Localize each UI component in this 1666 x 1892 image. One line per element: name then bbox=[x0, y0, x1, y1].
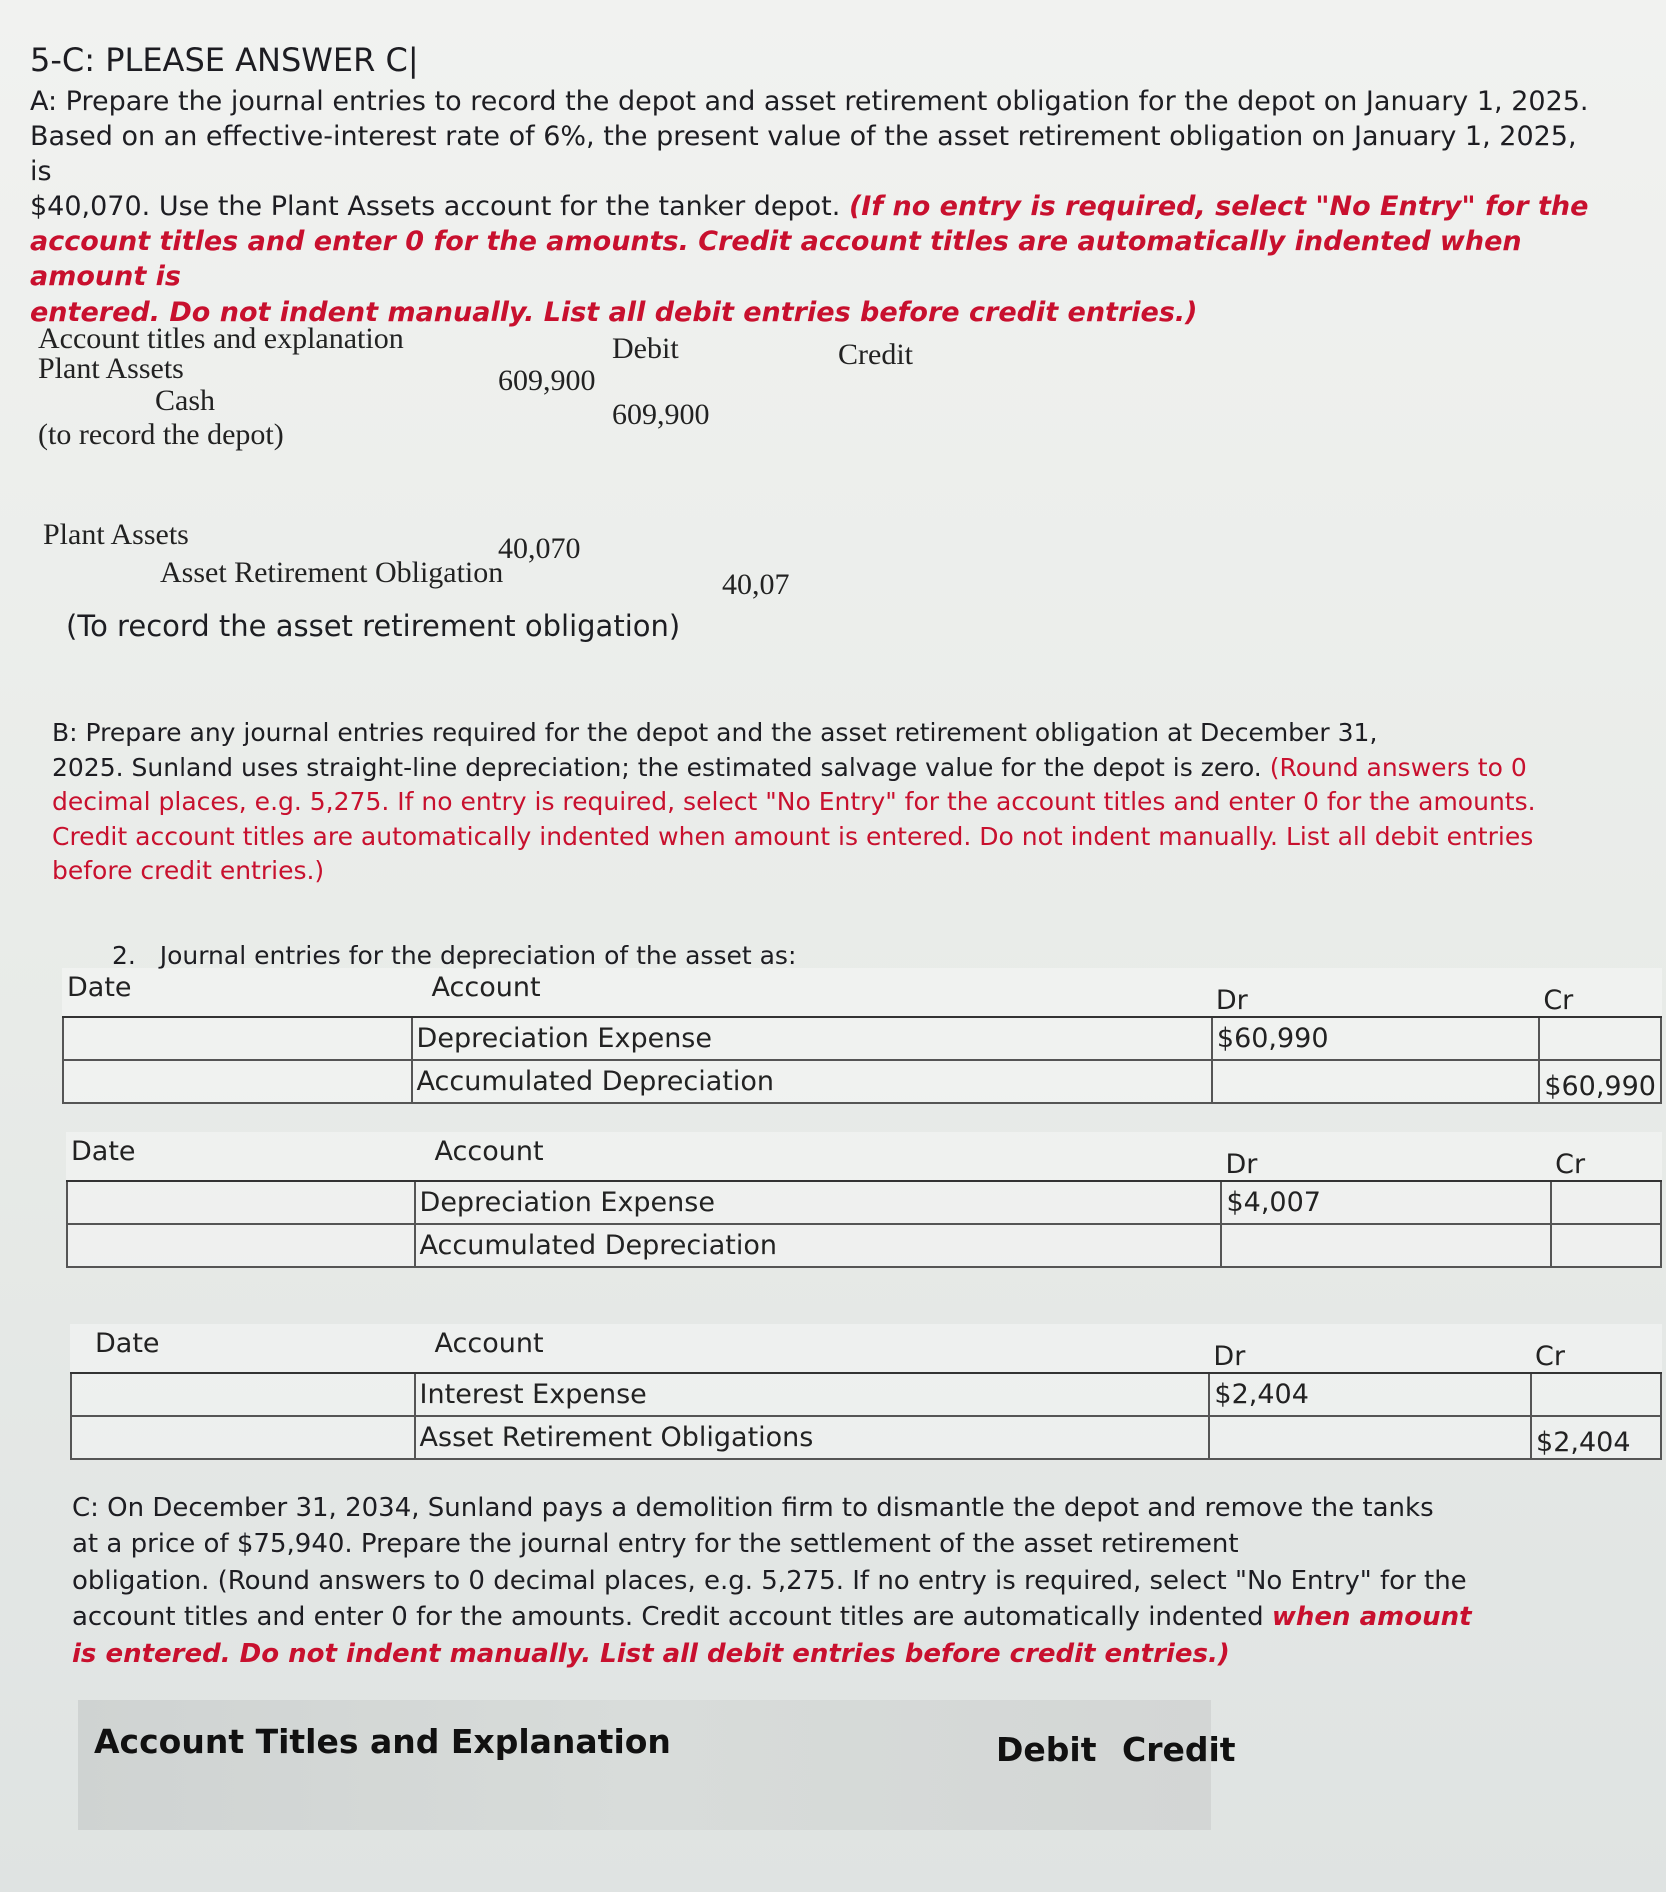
journal-a-header-debit: Debit bbox=[612, 332, 679, 365]
part-c-journal-header bbox=[78, 1700, 1236, 1830]
debit-amount-cell[interactable]: $60,990 bbox=[1212, 1017, 1539, 1060]
debit-account-cell[interactable]: Depreciation Expense bbox=[415, 1181, 1222, 1224]
part-b-red-line-4: before credit entries.) bbox=[52, 856, 325, 885]
part-c-col-credit: Credit bbox=[1122, 1730, 1236, 1769]
credit-account-cell[interactable]: Asset Retirement Obligations bbox=[415, 1416, 1210, 1459]
credit-amount-cell-empty[interactable] bbox=[1539, 1017, 1661, 1060]
debit-amount-cell-empty[interactable] bbox=[1212, 1060, 1539, 1103]
table-row bbox=[63, 1017, 1661, 1060]
date-cell[interactable] bbox=[63, 1017, 412, 1060]
col-dr-header: Dr bbox=[1209, 1324, 1531, 1373]
page-heading: 5-C: PLEASE ANSWER C| bbox=[30, 41, 419, 79]
entry1-debit-account: Plant Assets bbox=[38, 352, 184, 385]
part-c-red-line-1: when amount bbox=[1271, 1602, 1472, 1633]
part-b-red-line-1: (Round answers to 0 bbox=[1269, 752, 1527, 782]
entry2-credit-account: Asset Retirement Obligation bbox=[160, 556, 504, 589]
col-cr-header: Cr bbox=[1551, 1132, 1661, 1181]
part-c-line-1: C: On December 31, 2034, Sunland pays a demolition firm to dismantle the depot and remove the tanks bbox=[72, 1493, 1434, 1523]
part-a-line-2: Based on an effective-interest rate of 6%, the present value of the asset retirement obligation on January 1, 2025, is bbox=[30, 121, 1577, 188]
entry1-debit-amount: 609,900 bbox=[498, 364, 596, 397]
col-date-header: Date bbox=[71, 1324, 415, 1373]
debit-amount-cell-empty[interactable] bbox=[1209, 1416, 1531, 1459]
part-b-line-2: 2025. Sunland uses straight-line depreciation; the estimated salvage value for the depot is zero. (Round answers to 0 bbox=[52, 752, 1527, 782]
entry2-credit-amount: 40,07 bbox=[722, 568, 790, 601]
debit-account-cell[interactable]: Depreciation Expense bbox=[412, 1017, 1212, 1060]
col-account-header: Account bbox=[415, 1324, 1210, 1373]
part-c-instructions bbox=[72, 1490, 1512, 1672]
journal-a-header-credit: Credit bbox=[838, 338, 913, 371]
col-account-header: Account bbox=[415, 1132, 1222, 1181]
part-c-red-line-2: is entered. Do not indent manually. List all debit entries before credit entries.) bbox=[72, 1638, 1230, 1669]
part-a-line-1: A: Prepare the journal entries to record the depot and asset retirement obligation for the depot on January 1, 2025. bbox=[30, 86, 1589, 117]
col-dr-header: Dr bbox=[1221, 1132, 1551, 1181]
date-cell[interactable] bbox=[63, 1060, 412, 1103]
part-a-red-line-2: account titles and enter 0 for the amounts. Credit account titles are automatically indented when amount is bbox=[30, 226, 1522, 293]
debit-account-cell[interactable]: Interest Expense bbox=[415, 1373, 1210, 1416]
part-b-red-line-2: decimal places, e.g. 5,275. If no entry is required, select "No Entry" for the account titles and enter 0 for the amounts. bbox=[52, 787, 1536, 816]
credit-account-cell[interactable]: Accumulated Depreciation bbox=[415, 1224, 1222, 1267]
journal-table-interest bbox=[70, 1324, 1662, 1460]
entry1-credit-account: Cash bbox=[155, 384, 215, 417]
journal-table-depreciation-2 bbox=[66, 1132, 1662, 1268]
table-row bbox=[67, 1224, 1661, 1267]
debit-amount-cell[interactable]: $2,404 bbox=[1209, 1373, 1531, 1416]
credit-account-cell[interactable]: Accumulated Depreciation bbox=[412, 1060, 1212, 1103]
col-date-header: Date bbox=[63, 968, 412, 1017]
debit-amount-cell[interactable]: $4,007 bbox=[1221, 1181, 1551, 1224]
entry2-explanation: (To record the asset retirement obligation) bbox=[66, 609, 681, 643]
date-cell[interactable] bbox=[71, 1416, 415, 1459]
col-cr-header: Cr bbox=[1539, 968, 1661, 1017]
entry2-debit-amount: 40,070 bbox=[498, 532, 581, 565]
part-b-line-1: B: Prepare any journal entries required for the depot and the asset retirement obligation at December 31, bbox=[52, 718, 1378, 747]
part-a-line-3: $40,070. Use the Plant Assets account for the tanker depot. (If no entry is required, select "No Entry" for the bbox=[30, 191, 1589, 223]
part-c-line-4: account titles and enter 0 for the amounts. Credit account titles are automatically indented when amount bbox=[72, 1602, 1472, 1633]
col-cr-header: Cr bbox=[1531, 1324, 1661, 1373]
col-dr-header: Dr bbox=[1212, 968, 1539, 1017]
part-b-red-line-3: Credit account titles are automatically indented when amount is entered. Do not indent manually. List all debit entries bbox=[52, 821, 1534, 851]
entry2-debit-account: Plant Assets bbox=[43, 518, 189, 551]
date-cell[interactable] bbox=[71, 1373, 415, 1416]
credit-amount-cell-empty[interactable] bbox=[1551, 1181, 1661, 1224]
part-a-red-line-3: entered. Do not indent manually. List all debit entries before credit entries.) bbox=[30, 296, 1198, 328]
date-cell[interactable] bbox=[67, 1224, 415, 1267]
entry1-explanation: (to record the depot) bbox=[38, 418, 284, 451]
credit-amount-cell[interactable]: $60,990 bbox=[1539, 1060, 1661, 1103]
part-c-col-debit: Debit bbox=[996, 1730, 1097, 1769]
journal-a-header-account: Account titles and explanation bbox=[38, 322, 404, 355]
col-date-header: Date bbox=[67, 1132, 415, 1181]
part-c-line-2: at a price of $75,940. Prepare the journal entry for the settlement of the asset retirement bbox=[72, 1529, 1239, 1560]
table-row bbox=[67, 1181, 1661, 1224]
part-c-line-3: obligation. (Round answers to 0 decimal places, e.g. 5,275. If no entry is required, select "No Entry" for the bbox=[72, 1565, 1467, 1596]
col-account-header: Account bbox=[412, 968, 1212, 1017]
table-row bbox=[71, 1416, 1661, 1459]
table-row bbox=[71, 1373, 1661, 1416]
part-b-instructions bbox=[52, 716, 1572, 889]
part-c-col-account: Account Titles and Explanation bbox=[94, 1722, 671, 1761]
table-row bbox=[63, 1060, 1661, 1103]
credit-amount-cell[interactable] bbox=[1551, 1224, 1661, 1267]
part-b-subtitle: 2. Journal entries for the depreciation of the asset as: bbox=[112, 941, 797, 970]
credit-amount-cell-empty[interactable] bbox=[1531, 1373, 1661, 1416]
journal-table-depreciation-1 bbox=[62, 968, 1662, 1104]
entry1-credit-amount: 609,900 bbox=[612, 398, 710, 431]
debit-amount-cell-empty[interactable] bbox=[1221, 1224, 1551, 1267]
date-cell[interactable] bbox=[67, 1181, 415, 1224]
part-a-red-line-1: (If no entry is required, select "No Entry" for the bbox=[848, 191, 1589, 223]
credit-amount-cell[interactable]: $2,404 bbox=[1531, 1416, 1661, 1459]
part-a-instructions bbox=[30, 84, 1590, 330]
